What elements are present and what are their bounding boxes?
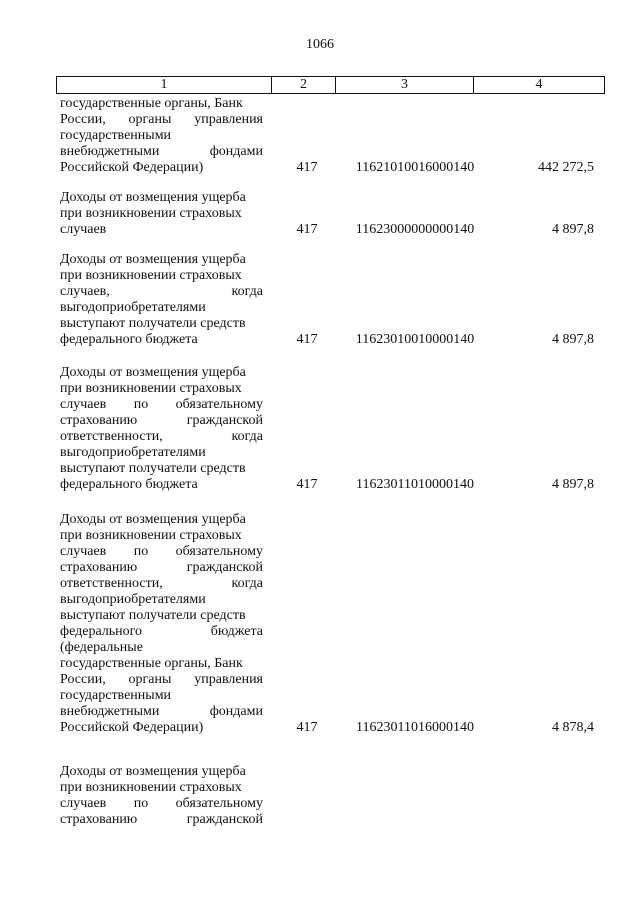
row-code: 417 (296, 160, 318, 175)
description-line: государственными (60, 688, 172, 703)
row-sum: 442 272,5 (538, 160, 594, 175)
description-line: ответственности, когда (60, 576, 263, 591)
row-sum: 4 897,8 (552, 222, 594, 237)
description-line: страхованию гражданской (60, 560, 263, 575)
row-code: 417 (296, 222, 318, 237)
description-line: случаев по обязательному (60, 544, 263, 559)
description-line: при возникновении страховых (60, 206, 242, 221)
description-line: государственные органы, Банк (60, 96, 243, 111)
description-line: при возникновении страховых (60, 780, 242, 795)
row-description (60, 512, 263, 736)
description-line: выступают получатели средств (60, 608, 246, 623)
description-line: Доходы от возмещения ущерба (60, 512, 246, 527)
row-kbk: 11623010010000140 (355, 332, 475, 347)
description-line: Доходы от возмещения ущерба (60, 190, 246, 205)
header-col-4: 4 (535, 77, 543, 92)
description-line: выгодоприобретателями (60, 592, 206, 607)
description-line: случаев, когда (60, 284, 263, 299)
row-code: 417 (296, 477, 318, 492)
description-line: при возникновении страховых (60, 528, 242, 543)
description-line: России, органы управления (60, 112, 263, 127)
row-code: 417 (296, 720, 318, 735)
row-description (60, 252, 263, 348)
page-number: 1066 (306, 37, 334, 52)
row-description (60, 96, 263, 176)
row-sum: 4 897,8 (552, 332, 594, 347)
row-sum: 4 878,4 (552, 720, 594, 735)
description-line: случаев по обязательному (60, 796, 263, 811)
description-line: государственные органы, Банк (60, 656, 243, 671)
description-line: федерального бюджета (60, 477, 198, 492)
row-kbk: 11621010016000140 (355, 160, 475, 175)
description-line: выступают получатели средств (60, 316, 246, 331)
description-line: Доходы от возмещения ущерба (60, 365, 246, 380)
description-line: внебюджетными фондами (60, 704, 263, 719)
description-line: федерального бюджета (60, 624, 263, 639)
row-sum: 4 897,8 (552, 477, 594, 492)
row-description (60, 764, 263, 828)
description-line: ответственности, когда (60, 429, 263, 444)
row-kbk: 11623011016000140 (356, 720, 474, 735)
description-line: выступают получатели средств (60, 461, 246, 476)
row-kbk: 11623011010000140 (356, 477, 474, 492)
table-header (56, 76, 605, 94)
row-description (60, 190, 263, 238)
description-line: Российской Федерации) (60, 160, 204, 175)
header-col-3: 3 (336, 77, 474, 93)
description-line: Российской Федерации) (60, 720, 204, 735)
description-line: федерального бюджета (60, 332, 198, 347)
header-col-1: 1 (57, 77, 272, 93)
row-code: 417 (296, 332, 318, 347)
description-line: внебюджетными фондами (60, 144, 263, 159)
row-description (60, 365, 263, 493)
description-line: при возникновении страховых (60, 268, 242, 283)
row-kbk: 11623000000000140 (355, 222, 475, 237)
description-line: государственными (60, 128, 172, 143)
header-col-2: 2 (272, 77, 336, 93)
description-line: Доходы от возмещения ущерба (60, 252, 246, 267)
description-line: страхованию гражданской (60, 812, 263, 827)
description-line: страхованию гражданской (60, 413, 263, 428)
description-line: при возникновении страховых (60, 381, 242, 396)
description-line: Доходы от возмещения ущерба (60, 764, 246, 779)
description-line: (федеральные (60, 640, 143, 655)
description-line: России, органы управления (60, 672, 263, 687)
description-line: случаев по обязательному (60, 397, 263, 412)
description-line: случаев (60, 222, 107, 237)
description-line: выгодоприобретателями (60, 445, 206, 460)
description-line: выгодоприобретателями (60, 300, 206, 315)
